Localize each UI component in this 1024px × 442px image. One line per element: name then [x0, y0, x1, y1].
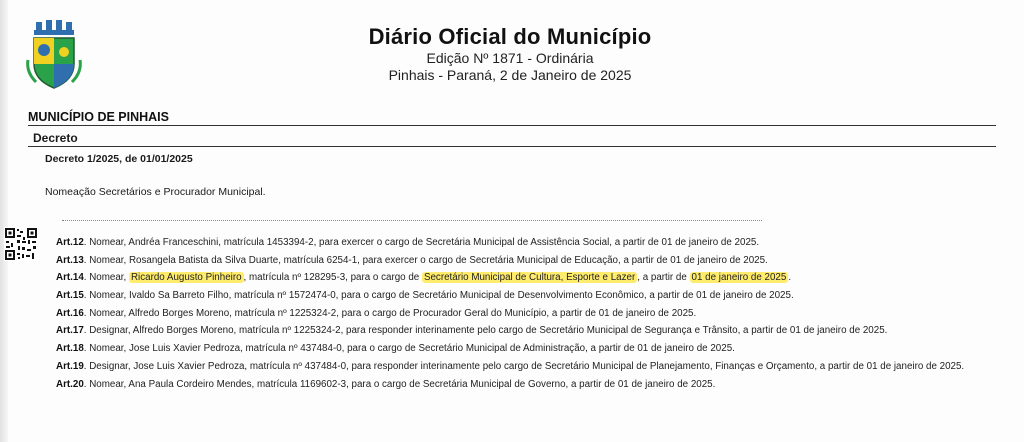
articles-list [56, 234, 1016, 393]
article-row [56, 358, 1016, 376]
article-row [56, 252, 1016, 270]
decree-subject: Nomeação Secretários e Procurador Municipal. [45, 186, 266, 198]
article-row [56, 340, 1016, 358]
article-text: , matrícula nº 128295-3, para o cargo de [243, 272, 422, 284]
article-text: . Nomear, [83, 272, 129, 284]
article-label: Art.13 [56, 254, 84, 266]
article-text: . Designar, Alfredo Borges Moreno, matrícula nº 1225324-2, para responder interinamente pelo cargo de Secretário Municipal de Segurança e Trânsito, a partir de 01 de janeiro de 2025. [83, 325, 888, 337]
category-divider [28, 146, 996, 147]
article-text: . Designar, Jose Luis Xavier Pedroza, matrícula nº 437484-0, para responder interinamente pelo cargo de Secretário Municipal de Planejamento, Finanças e Orçamento, a partir de 01 de janeiro de 2025. [83, 360, 965, 372]
category-heading: Decreto [33, 131, 78, 145]
article-row [56, 269, 1016, 287]
article-text: . Nomear, Ana Paula Cordeiro Mendes, matrícula 1169602-3, para o cargo de Secretária Municipal de Governo, a partir de 01 de janeiro de 2025. [83, 378, 716, 390]
qr-code-icon [4, 227, 38, 261]
article-text: . [788, 272, 792, 284]
section-divider [28, 125, 996, 126]
article-row [56, 234, 1016, 252]
article-label: Art.20 [56, 378, 84, 390]
cropped-line [62, 220, 762, 224]
highlighted-text: Ricardo Augusto Pinheiro [130, 272, 242, 284]
article-label: Art.19 [56, 360, 84, 372]
article-text: . Nomear, Andréa Franceschini, matrícula 1453394-2, para exercer o cargo de Secretária Municipal de Assistência Social, a partir de 01 de janeiro de 2025. [83, 237, 760, 248]
article-text: . Nomear, Jose Luis Xavier Pedroza, matrícula nº 437484-0, para o cargo de Secretário Municipal de Administração, a partir de 01 de janeiro de 2025. [83, 343, 735, 355]
page-edge [0, 0, 8, 442]
article-row [56, 322, 1016, 340]
article-label: Art.17 [56, 325, 84, 337]
article-row [56, 287, 1016, 305]
article-row [56, 305, 1016, 323]
municipality-title: MUNICÍPIO DE PINHAIS [28, 110, 169, 124]
gazette-header [300, 24, 720, 84]
gazette-title: Diário Oficial do Município [368, 24, 652, 49]
article-row [56, 376, 1016, 394]
article-label: Art.18 [56, 343, 84, 355]
article-label: Art.15 [56, 290, 84, 302]
coat-of-arms-icon [26, 20, 82, 92]
article-label: Art.16 [56, 307, 84, 319]
article-text: . Nomear, Alfredo Borges Moreno, matrícula nº 1225324-2, para o cargo de Procurador Geral do Município, a partir de 01 de janeiro de 2025. [83, 307, 697, 319]
highlighted-text: Secretário Municipal de Cultura, Esporte e Lazer [423, 272, 636, 284]
highlighted-text: 01 de janeiro de 2025 [691, 272, 787, 284]
article-label: Art.12 [56, 237, 84, 248]
article-text: . Nomear, Ivaldo Sa Barreto Filho, matrícula nº 1572474-0, para o cargo de Secretário Municipal de Desenvolvimento Econômico, a partir de 01 de janeiro de 2025. [83, 290, 794, 302]
edition-line: Edição Nº 1871 - Ordinária [426, 50, 594, 66]
article-text: , a partir de [637, 272, 690, 284]
article-label: Art.14 [56, 272, 84, 284]
decree-identifier: Decreto 1/2025, de 01/01/2025 [45, 153, 193, 165]
place-date-line: Pinhais - Paraná, 2 de Janeiro de 2025 [388, 67, 632, 83]
article-text: . Nomear, Rosangela Batista da Silva Duarte, matrícula 6254-1, para exercer o cargo de Secretária Municipal de Educação, a partir de 01 de janeiro de 2025. [83, 254, 768, 266]
